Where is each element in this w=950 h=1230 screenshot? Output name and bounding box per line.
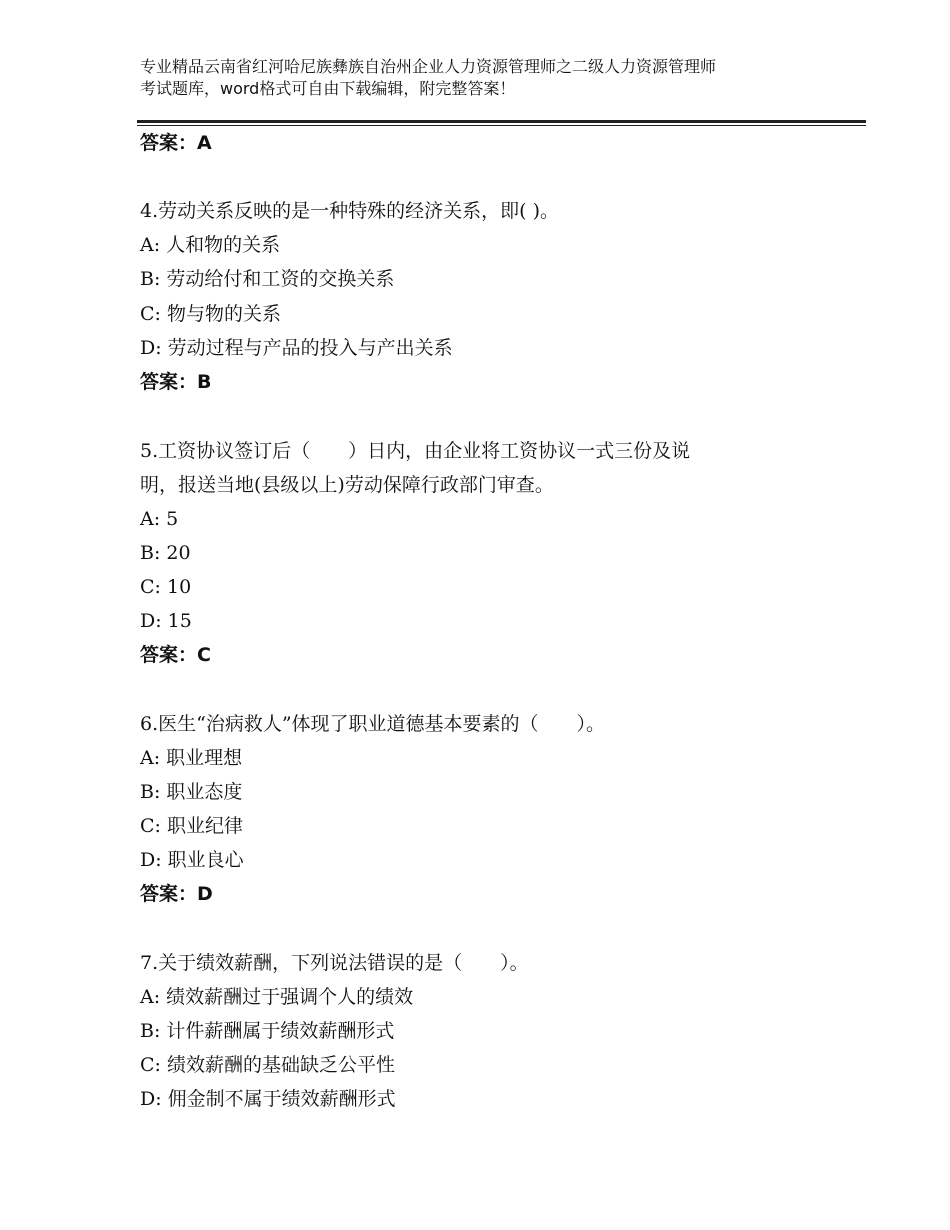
question-5-option-a: A: 5 — [140, 508, 179, 530]
header-divider-thick — [137, 120, 866, 123]
question-5-option-c: C: 10 — [140, 576, 192, 598]
question-4-option-b: B: 劳动给付和工资的交换关系 — [140, 268, 395, 290]
previous-answer: 答案：A — [140, 132, 212, 154]
question-7-option-b: B: 计件薪酬属于绩效薪酬形式 — [140, 1020, 395, 1042]
question-5-stem-line-2: 明，报送当地(县级以上)劳动保障行政部门审查。 — [140, 474, 554, 496]
question-5-stem-line-1: 5.工资协议签订后（ ）日内，由企业将工资协议一式三份及说 — [140, 440, 691, 462]
header-title-line-1: 专业精品云南省红河哈尼族彝族自治州企业人力资源管理师之二级人力资源管理师 — [140, 57, 717, 76]
document-header — [140, 56, 840, 100]
question-7-option-c: C: 绩效薪酬的基础缺乏公平性 — [140, 1054, 395, 1076]
question-6-option-b: B: 职业态度 — [140, 781, 243, 803]
question-5-answer: 答案：C — [140, 644, 211, 666]
question-4-option-c: C: 物与物的关系 — [140, 303, 281, 325]
question-4-option-d: D: 劳动过程与产品的投入与产出关系 — [140, 337, 453, 359]
question-4-option-a: A: 人和物的关系 — [140, 234, 281, 256]
header-title-line-2: 考试题库，word格式可自由下载编辑，附完整答案！ — [140, 79, 516, 98]
question-4-answer: 答案：B — [140, 371, 212, 393]
question-7-stem: 7.关于绩效薪酬，下列说法错误的是（ ）。 — [140, 952, 529, 974]
question-7-option-d: D: 佣金制不属于绩效薪酬形式 — [140, 1088, 396, 1110]
question-5-option-b: B: 20 — [140, 542, 191, 564]
question-6-option-c: C: 职业纪律 — [140, 815, 243, 837]
question-6-stem: 6.医生“治病救人”体现了职业道德基本要素的（ ）。 — [140, 713, 606, 735]
question-5-option-d: D: 15 — [140, 610, 192, 632]
question-4-stem: 4.劳动关系反映的是一种特殊的经济关系，即( )。 — [140, 200, 559, 222]
question-6-answer: 答案：D — [140, 883, 213, 905]
header-divider-thin — [137, 125, 866, 126]
question-6-option-d: D: 职业良心 — [140, 849, 244, 871]
question-7-option-a: A: 绩效薪酬过于强调个人的绩效 — [140, 986, 414, 1008]
question-6-option-a: A: 职业理想 — [140, 747, 243, 769]
